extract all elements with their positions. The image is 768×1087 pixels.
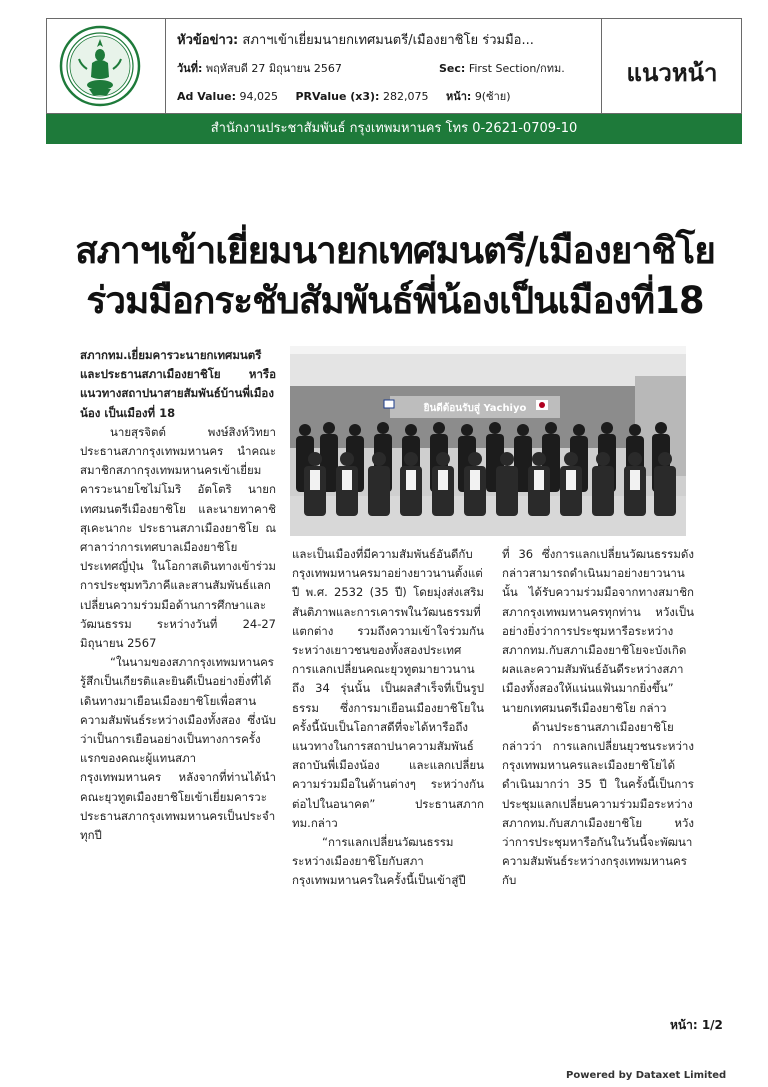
pr-label: PRValue (x3): [295,90,380,103]
headline-row [177,29,534,50]
ad-label: Ad Value: [177,90,237,103]
article-paragraph: ด้านประธานสภาเมืองยาชิโย กล่าวว่า การแลกเปลี่ยนยุวชนระหว่างกรุงเทพมหานครและเมืองยาชิโยได้ดำเนินมากว่า 35 ปี ในครั้งนี้เป็นการประชุมแลกเปลี่ยนความร่วมมือระหว่างสภากทม.กับสภาเมืองยาชิโย หวังว่าการประชุมหารือกันในวันนี้จะพัฒนาความสัมพันธ์ระหว่างกรุงเทพมหานครกับ [502,719,694,888]
publication-name: แนวหน้า [626,59,718,87]
article-headline [50,226,740,326]
title-value: สภาฯเข้าเยี่ยมนายกเทศมนตรี/เมืองยาชิโย ร่วมมือ... [242,33,534,48]
value-row [177,87,510,105]
clipping-header [46,18,742,114]
publication-cell [601,19,742,113]
headline-line-2: ร่วมมือกระชับสัมพันธ์พี่น้องเป็นเมืองที่18 [86,279,704,322]
sec-value: First Section/กทม. [468,62,565,75]
article-paragraph: นายสุรจิตต์ พงษ์สิงห์วิทยา ประธานสภากรุงเทพมหานคร นำคณะสมาชิกสภากรุงเทพมหานครเข้าเยี่ยมคารวะนายโซไม่โมริ อัตโตริ นายกเทศมนตรีเมืองยาชิโย และนายทาคาชิ สุเคะนากะ ประธานสภาเมืองยาชิโย ณ ศาลาว่าการเทศบาลเมืองยาชิโย ประเทศญี่ปุ่น ในโอกาสเดินทางเข้าร่วมการประชุมทวิภาคีและสานสัมพันธ์แลกเปลี่ยนความร่วมมือด้านการศึกษาและวัฒนธรรม ระหว่างวันที่ 24-27 มิถุนายน 2567 [80,424,276,651]
headline-line-1: สภาฯเข้าเยี่ยมนายกเทศมนตรี/เมืองยาชิโย [75,229,715,272]
powered-by: Powered by Dataxet Limited [566,1070,727,1081]
group-photo-illustration [290,346,686,536]
article-paragraph: และเป็นเมืองที่มีความสัมพันธ์อันดีกับกรุงเทพมหานครมาอย่างยาวนานตั้งแต่ปี พ.ศ. 2532 (35 ปี) โดยมุ่งส่งเสริมสันติภาพและการเคารพในวัฒนธรรมที่แตกต่าง รวมถึงความเข้าใจร่วมกันระหว่างเยาวชนของทั้งสองประเทศ การแลกเปลี่ยนคณะยุวทูตมายาวนานถึง 34 รุ่นนั้น เป็นผลสำเร็จที่เป็นรูปธรรม ซึ่งการมาเยือนเมืองยาชิโยในครั้งนี้นับเป็นโอกาสดีที่จะได้หารือถึงแนวทางในการสถาปนาความสัมพันธ์สถาบันพี่เมืองน้อง และแลกเปลี่ยนความร่วมมือในด้านต่างๆ ระหว่างกันต่อไปในอนาคต” ประธานสภากทม.กล่าว [292,547,484,830]
article-column-1 [80,346,276,845]
date-label: วันที่: [177,62,203,75]
clipping-meta [177,19,597,113]
group-photo [290,346,686,536]
page-value: 9(ซ้าย) [474,90,511,103]
sec-label: Sec: [439,62,466,75]
ad-value: 94,025 [239,90,279,103]
article-column-3 [502,545,694,891]
logo-cell [47,19,166,113]
welcome-banner: ยินดีต้อนรับสู่ Yachiyo [423,403,527,414]
bma-logo [59,25,141,107]
article-paragraph: “ในนามของสภากรุงเทพมหานคร รู้สึกเป็นเกียรติและยินดีเป็นอย่างยิ่งที่ได้เดินทางมาเยือนเมืองยาชิโยเพื่อสานความสัมพันธ์ระหว่างเมืองทั้งสอง ซึ่งนับว่าเป็นการเยือนอย่างเป็นทางการครั้งแรกของคณะผู้แทนสภากรุงเทพมหานคร หลังจากที่ท่านได้นำคณะยุวทูตเมืองยาชิโยเข้าเยี่ยมคารวะประธานสภากรุงเทพมหานครเป็นประจำทุกปี [80,655,276,843]
title-label: หัวข้อข่าว: [177,33,239,48]
section-row [439,59,565,77]
article-paragraph: “การแลกเปลี่ยนวัฒนธรรมระหว่างเมืองยาชิโยกับสภากรุงเทพมหานครในครั้งนี้เป็นเข้าสู่ปี [292,835,466,888]
article-column-2 [292,545,484,891]
article-lead: สภากทม.เยี่ยมคารวะนายกเทศมนตรีและประธานสภาเมืองยาชิโย หารือแนวทางสถาปนาสายสัมพันธ์บ้านพี่เมืองน้อง เป็นเมืองที่ 18 [80,348,276,420]
date-row [177,59,342,77]
page-label: หน้า: [445,90,472,103]
page-number: หน้า: 1/2 [670,1018,723,1032]
date-value: พฤหัสบดี 27 มิถุนายน 2567 [205,62,342,75]
article-paragraph: ที่ 36 ซึ่งการแลกเปลี่ยนวัฒนธรรมดังกล่าวสามารถดำเนินมาอย่างยาวนานนั้น ได้รับความร่วมมือจากทางสมาชิกสภากรุงเทพมหานครทุกท่าน หวังเป็นอย่างยิ่งว่าการประชุมหารือระหว่างสภากทม.กับสภาเมืองยาชิโยจะบังเกิดผลและความสัมพันธ์อันดีระหว่างสภาเมืองทั้งสองให้แน่นแฟ้นมากยิ่งขึ้น” นายกเทศมนตรีเมืองยาชิโย กล่าว [502,547,694,715]
pr-value: 282,075 [382,90,429,103]
agency-bar: สำนักงานประชาสัมพันธ์ กรุงเทพมหานคร โทร 0-2621-0709-10 [46,114,742,144]
